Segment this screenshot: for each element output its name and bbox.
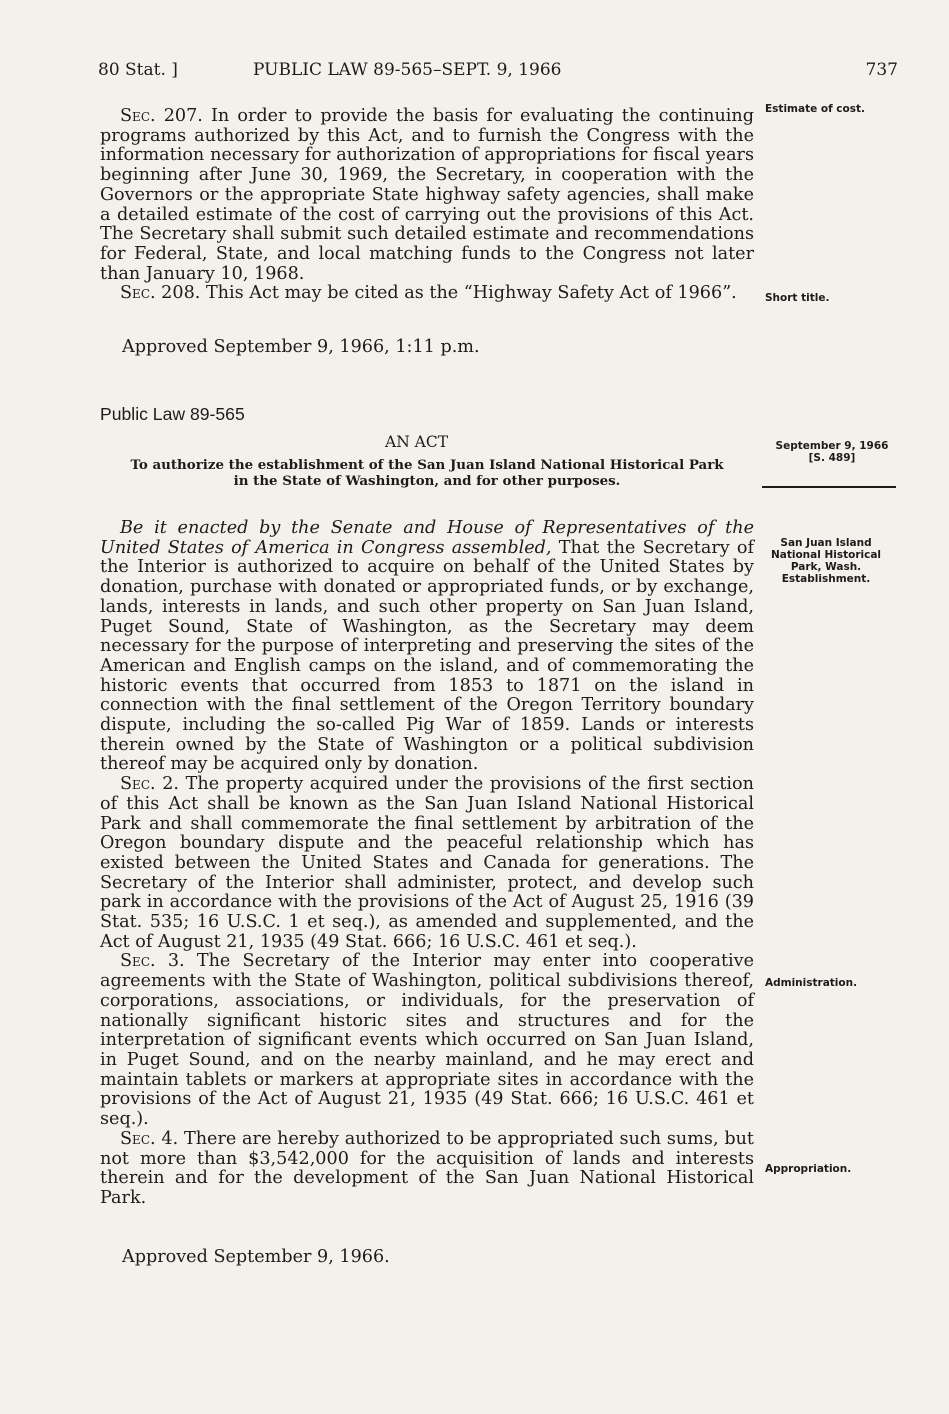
public-law-label: Public Law 89-565 — [100, 404, 245, 424]
sections-part-2 — [100, 519, 754, 1209]
section-text: There are hereby authorized to be appropriated such sums, but not more than $3,542,000 for the acquisition of lands and interests therein and for the development of the San Juan National Historical Park. — [100, 1128, 755, 1208]
section-lead: Sec. 208. — [120, 283, 201, 304]
section-text: In order to provide the basis for evaluating the continuing programs authorized by this Act, and to furnish the Congress with the information necessary for authorization of appropriations for fiscal years beginning after June 30, 1969, the Secretary, in cooperation with the Governors or the appropriate State highway safety agencies, shall make a detailed estimate of the cost of carrying out the provisions of this Act. The Secretary shall submit such detailed estimate and recommendations for Federal, State, and local matching funds to the Congress not later than January 10, 1968. — [100, 106, 754, 284]
section-3 — [100, 952, 754, 1129]
enacting-clause: Be it enacted by the Senate and House of Representatives of the United States of America in Congress assembled, — [100, 518, 754, 558]
margin-note-estimate: Estimate of cost. — [765, 103, 865, 115]
margin-divider — [762, 486, 896, 488]
section-lead: Sec. 2. — [120, 774, 180, 795]
section-lead: Sec. 4. — [120, 1128, 179, 1149]
section-text: The property acquired under the provisions of the first section of this Act shall be known as the San Juan Island National Historical Park and shall commemorate the final settlement by arbitration of the Oregon boundary dispute and the peaceful relationship which has existed between the United States and Canada for generations. The Secretary of the Interior shall administer, protect, and develop such park in accordance with the provisions of the Act of August 25, 1916 (39 Stat. 535; 16 U.S.C. 1 et seq.), as amended and supplemented, and the Act of August 21, 1935 (49 Stat. 666; 16 U.S.C. 461 et seq.). — [100, 774, 754, 952]
margin-note-date — [765, 440, 899, 464]
enacting-text: That the Secretary of the Interior is authorized to acquire on behalf of the United States by donation, purchase with donated or appropriated funds, or by exchange, lands, interests in lands, and such other property on San Juan Island, Puget Sound, State of Washington, as the Secretary may deem necessary for the purpose of interpreting and preserving the sites of the American and English camps on the island, and of commemorating the historic events that occurred from 1853 to 1871 on the island in connection with the final settlement of the Oregon Territory boundary dispute, including the so-called Pig War of 1859. Lands or interests therein owned by the State of Washington or a political subdivision thereof may be acquired only by donation. — [100, 537, 754, 775]
section-208 — [100, 284, 754, 304]
approval-line-2: Approved September 9, 1966. — [122, 1247, 390, 1267]
enacting-paragraph — [100, 519, 754, 775]
header-title: PUBLIC LAW 89-565–SEPT. 9, 1966 — [253, 60, 562, 80]
an-act-heading: AN ACT — [385, 433, 449, 451]
margin-bill-number: [S. 489] — [808, 452, 856, 464]
section-2 — [100, 775, 754, 952]
approval-line-1: Approved September 9, 1966, 1:11 p.m. — [122, 337, 480, 357]
page-header — [98, 60, 898, 86]
section-text: This Act may be cited as the “Highway Safety Act of 1966”. — [200, 283, 737, 304]
section-4 — [100, 1130, 754, 1209]
margin-note-short-title: Short title. — [765, 292, 830, 304]
margin-note-appropriation: Appropriation. — [765, 1163, 852, 1175]
header-volume: 80 Stat. ] — [98, 60, 178, 80]
section-lead: Sec. 3. — [120, 951, 185, 972]
section-text: The Secretary of the Interior may enter into cooperative agreements with the State of Washington, political subdivisions thereof, corporations, associations, or individuals, for the preservation of nationally significant historic sites and structures and for the interpretation of significant events which occurred on San Juan Island, in Puget Sound, and on the nearby mainland, and he may erect and maintain tablets or markers at appropriate sites in accordance with the provisions of the Act of August 21, 1935 (49 Stat. 666; 16 U.S.C. 461 et seq.). — [100, 951, 754, 1130]
section-207 — [100, 107, 754, 284]
page-number: 737 — [865, 60, 898, 80]
act-purpose — [100, 457, 754, 489]
section-lead: Sec. 207. — [120, 106, 203, 126]
purpose-line-2: in the State of Washington, and for other purposes. — [233, 473, 621, 489]
margin-note-administration: Administration. — [765, 977, 858, 989]
margin-date: September 9, 1966 — [775, 440, 889, 452]
purpose-line-1: To authorize the establishment of the San Juan Island National Historical Park — [130, 457, 724, 473]
sections-part-1 — [100, 107, 754, 304]
margin-note-san-juan: San Juan Island National Historical Park, Wash. Establishment. — [770, 537, 882, 585]
